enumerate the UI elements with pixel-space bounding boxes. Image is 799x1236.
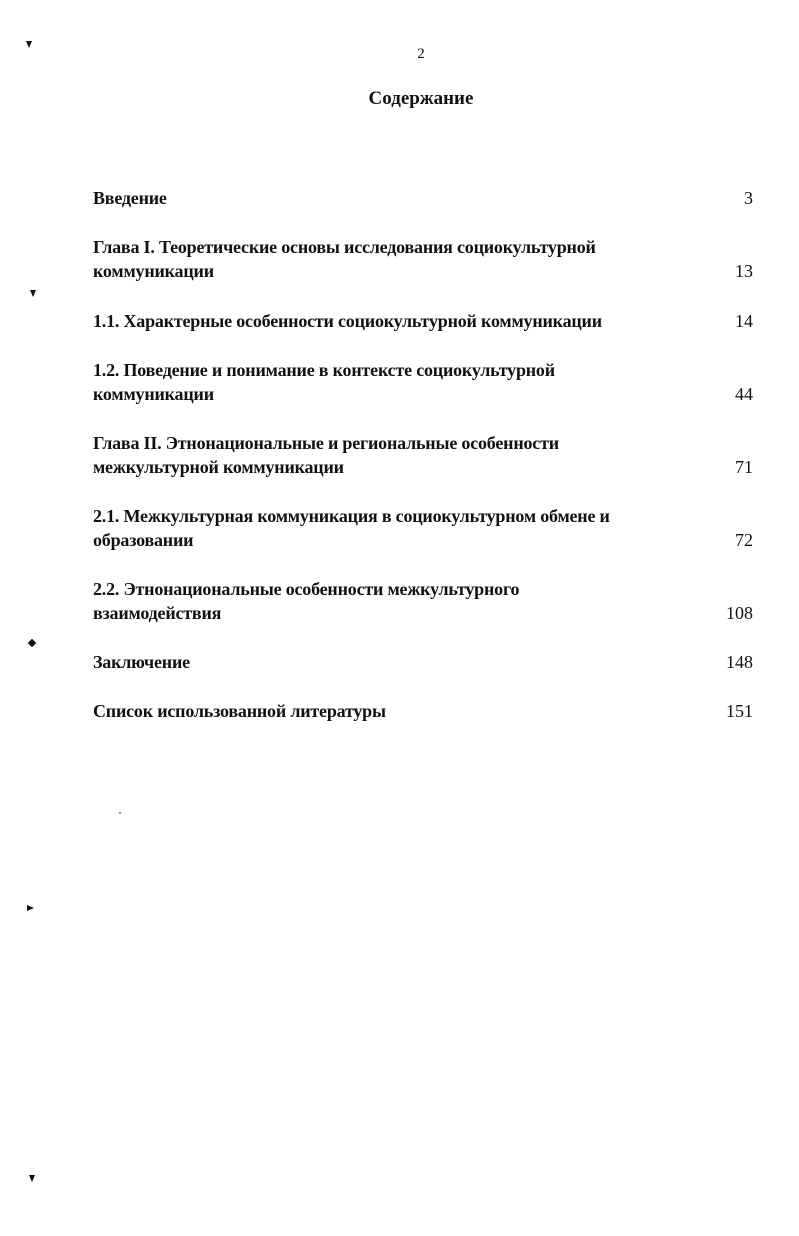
toc-entry-title: Заключение: [93, 652, 190, 672]
toc-entry-title: 2.1. Межкультурная коммуникация в социокультурном обмене и образовании: [93, 506, 610, 550]
toc-entry-title: 1.2. Поведение и понимание в контексте социокультурной коммуникации: [93, 360, 555, 404]
margin-mark: [29, 1175, 35, 1182]
page-title: Содержание: [368, 88, 474, 109]
toc-entry-title: Глава I. Теоретические основы исследования социокультурной коммуникации: [93, 237, 596, 281]
margin-mark: [27, 905, 34, 911]
toc-entry-title: Список использованной литературы: [93, 701, 386, 721]
toc-entry-title: Глава II. Этнонациональные и региональные особенности межкультурной коммуникации: [93, 433, 559, 477]
toc-entry-title: 2.2. Этнонациональные особенности межкультурного взаимодействия: [93, 579, 520, 623]
margin-mark: [30, 290, 36, 297]
toc-entry-page: 71: [735, 457, 753, 477]
toc-entry-page: 148: [726, 652, 753, 672]
scan-speck: [119, 812, 121, 814]
toc-entry-page: 108: [726, 603, 753, 623]
toc-entry-page: 3: [744, 188, 753, 208]
toc-entry-page: 72: [735, 530, 753, 550]
margin-mark: [28, 639, 36, 647]
toc-entry-page: 14: [735, 311, 753, 331]
toc-entry-title: Введение: [93, 188, 167, 208]
toc-entry-title: 1.1. Характерные особенности социокультурной коммуникации: [93, 311, 602, 331]
toc-entry-page: 151: [726, 701, 753, 721]
toc-entry-page: 44: [735, 384, 753, 404]
toc-entry-page: 13: [735, 261, 753, 281]
page-number: 2: [417, 46, 425, 62]
